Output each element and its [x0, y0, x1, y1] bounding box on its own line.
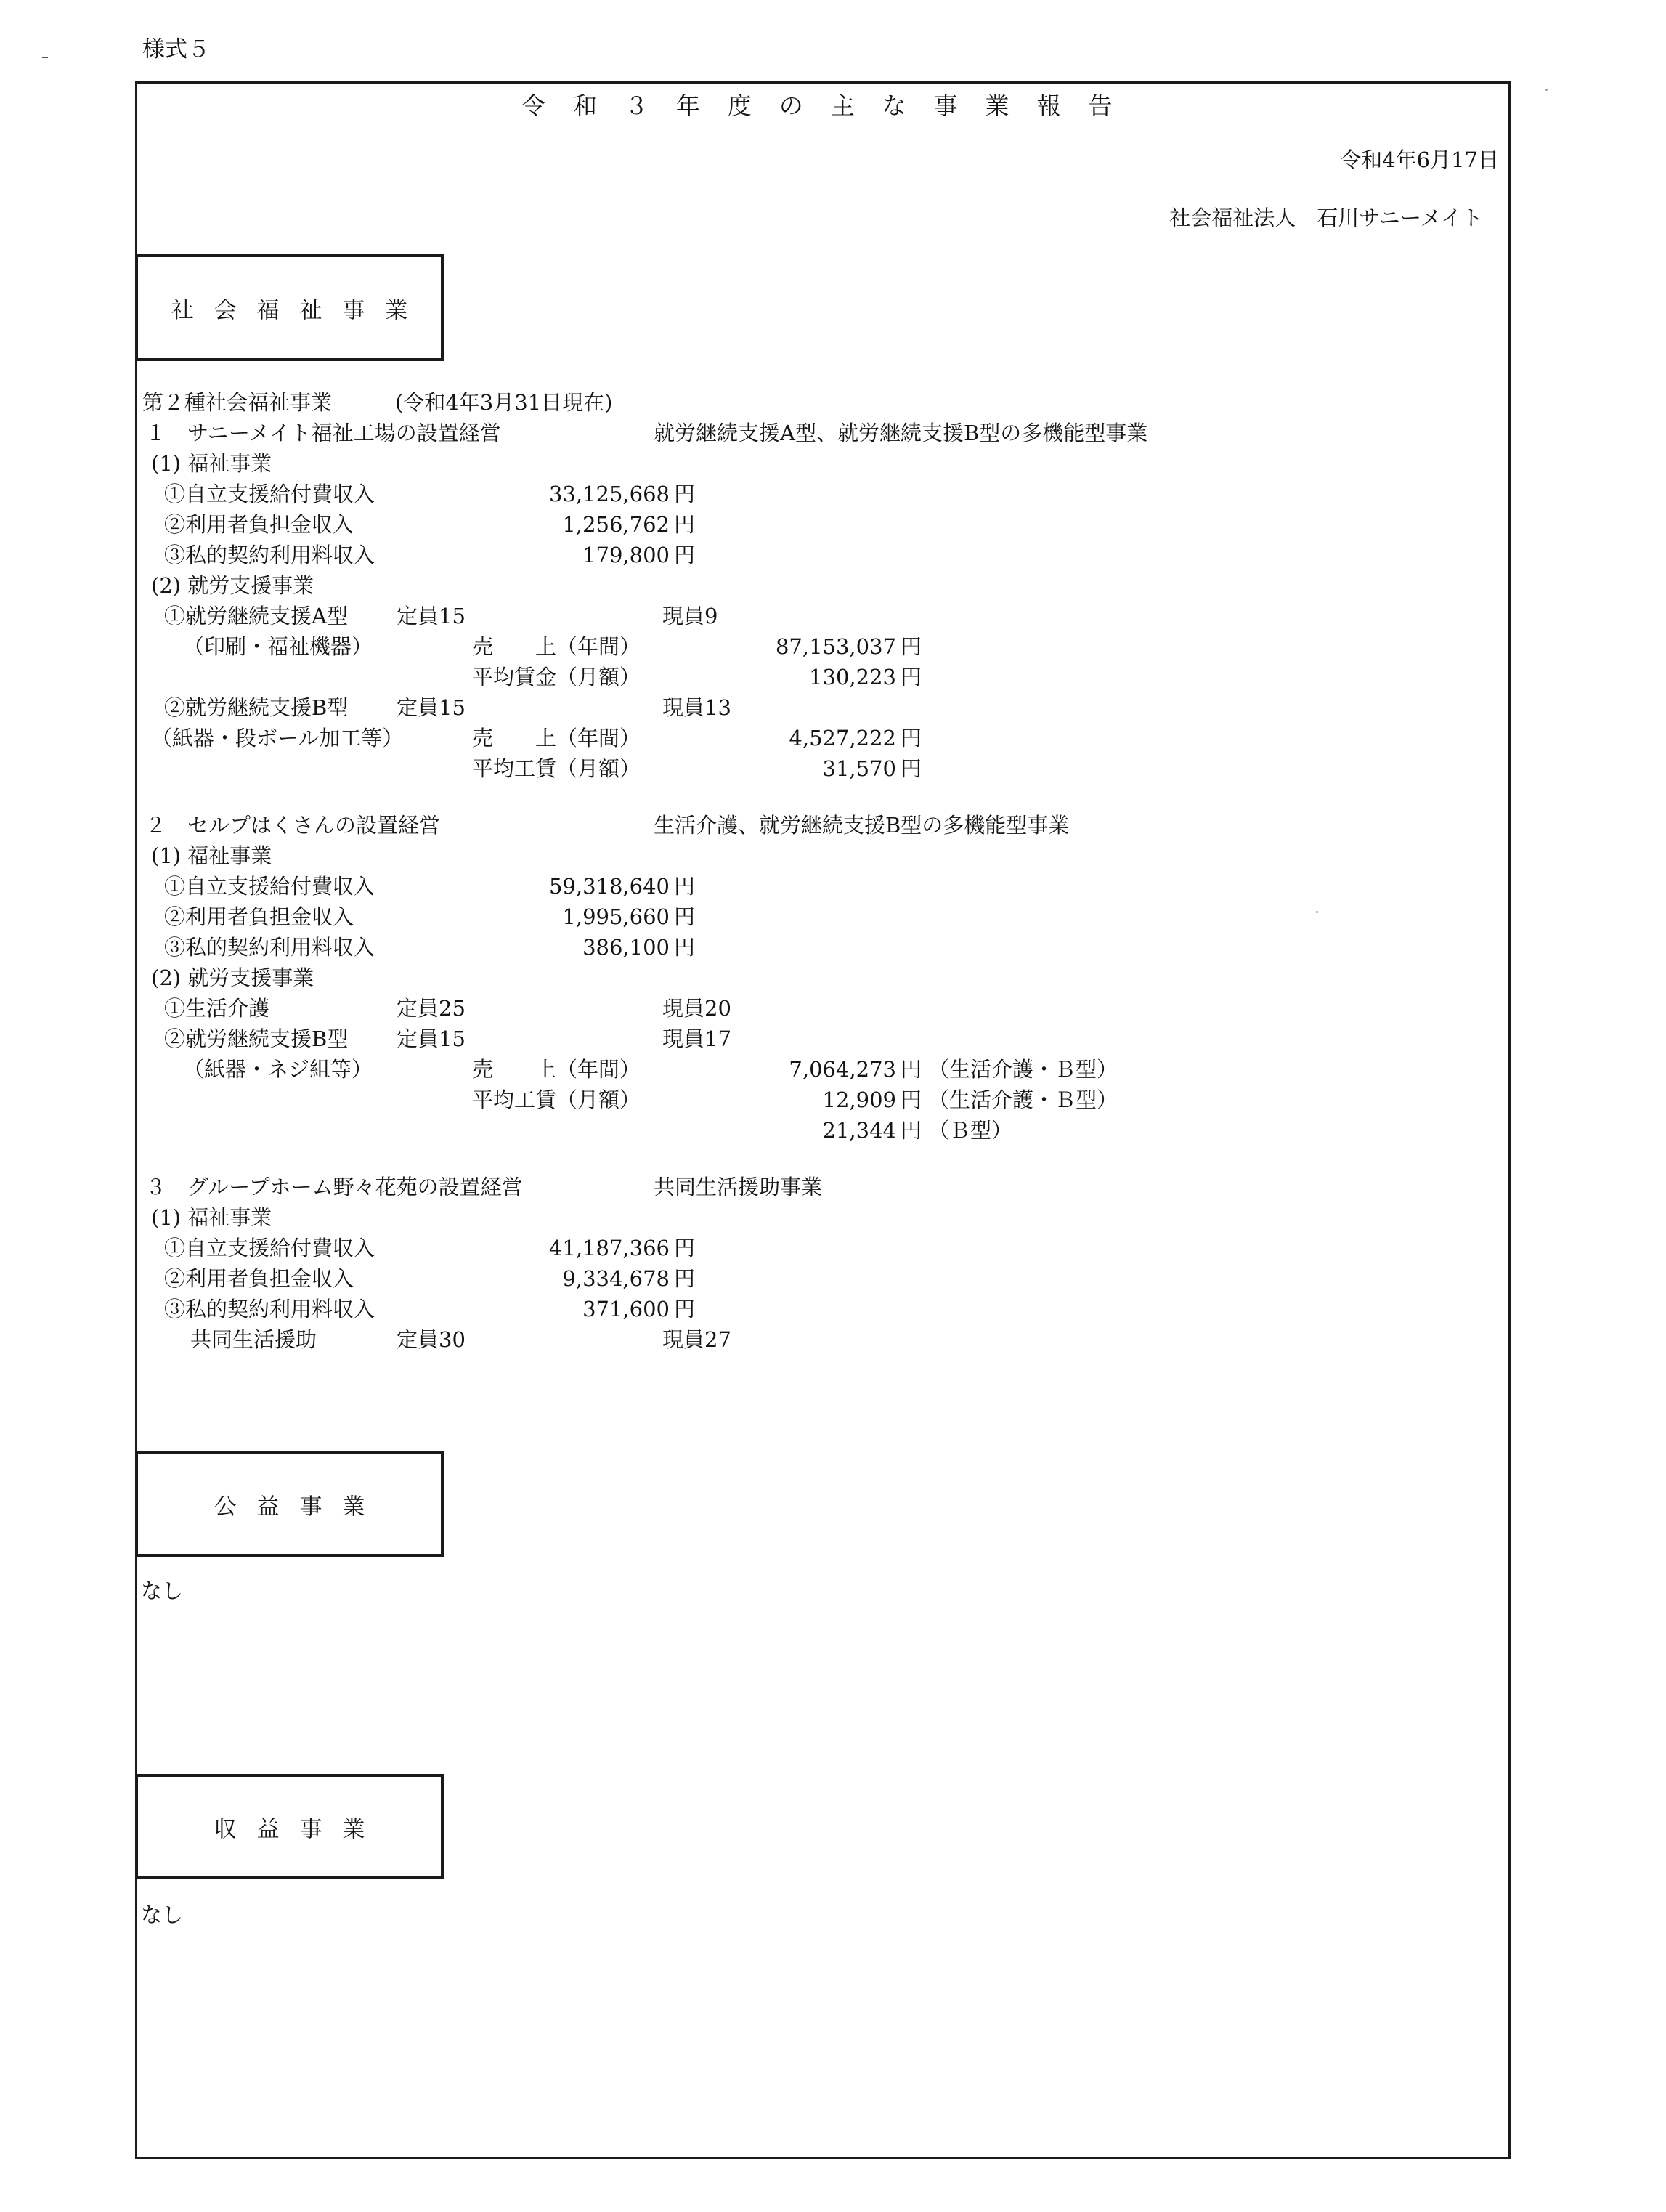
- section-title-public-benefit: 公益事業: [214, 1494, 386, 1520]
- facility2-sales: 7,064,273: [789, 1057, 896, 1082]
- facility2-type: 生活介護、就労継続支援B型の多機能型事業: [654, 813, 1070, 838]
- facility2-income-label-1: ①自立支援給付費収入: [164, 874, 375, 899]
- facility3-income-label-2: ②利用者負担金収入: [164, 1266, 354, 1291]
- facility1-b-type-label: ②就労継続支援B型: [164, 695, 349, 720]
- facility2-income-label-3: ③私的契約利用料収入: [164, 935, 375, 960]
- facility3-income-unit-3: 円: [674, 1297, 696, 1321]
- facility2-b-capacity: 定員15: [397, 1026, 466, 1051]
- facility2-sales-label: 売 上（年間）: [472, 1057, 641, 1082]
- facility2-wage-1: 12,909: [822, 1087, 896, 1112]
- facility3-income-label-3: ③私的契約利用料収入: [164, 1297, 375, 1321]
- facility2-income-label-2: ②利用者負担金収入: [164, 904, 354, 929]
- facility1-a-wage-unit: 円: [901, 665, 922, 689]
- facility2-wage-2-unit: 円: [901, 1118, 922, 1143]
- facility2-wage-1-note: （生活介護・Ｂ型）: [928, 1087, 1118, 1112]
- facility2-sales-unit: 円: [901, 1057, 922, 1082]
- facility2-wage-label: 平均工賃（月額）: [472, 1087, 641, 1112]
- section-box-public-benefit: [135, 1451, 444, 1557]
- facility1-heading: １ サニーメイト福祉工場の設置経営: [145, 421, 501, 445]
- facility2-heading: ２ セルプはくさんの設置経営: [145, 813, 441, 838]
- facility3-service-capacity: 定員30: [397, 1327, 466, 1352]
- facility2-care-capacity: 定員25: [397, 996, 466, 1021]
- facility2-income-value-2: 1,995,660: [562, 904, 670, 929]
- report-date: 令和4年6月17日: [1340, 147, 1499, 172]
- form-label: 様式５: [142, 36, 210, 62]
- facility3-welfare-heading: (1) 福祉事業: [151, 1205, 272, 1230]
- facility1-a-sales-unit: 円: [901, 634, 922, 659]
- facility1-a-capacity: 定員15: [397, 604, 466, 628]
- facility1-income-value-3: 179,800: [582, 543, 670, 567]
- facility3-income-label-1: ①自立支援給付費収入: [164, 1236, 375, 1260]
- facility1-welfare-heading: (1) 福祉事業: [151, 451, 272, 476]
- organization-name: 社会福祉法人 石川サニーメイト: [1169, 206, 1483, 230]
- facility2-work-heading: (2) 就労支援事業: [151, 965, 314, 990]
- facility1-b-current: 現員13: [662, 695, 731, 720]
- facility1-b-sales-label: 売 上（年間）: [472, 726, 641, 750]
- scan-speck: [1316, 911, 1318, 913]
- facility3-service-label: 共同生活援助: [190, 1327, 317, 1352]
- scan-speck: [1545, 89, 1548, 91]
- public-benefit-none: なし: [141, 1579, 184, 1603]
- facility2-welfare-heading: (1) 福祉事業: [151, 843, 272, 868]
- section-box-social-welfare: [135, 254, 444, 361]
- section-title-profit: 収益事業: [214, 1816, 386, 1842]
- facility1-b-wage-unit: 円: [901, 756, 922, 781]
- facility3-type: 共同生活援助事業: [654, 1175, 823, 1199]
- facility1-a-sales-label: 売 上（年間）: [472, 634, 641, 659]
- facility1-b-wage: 31,570: [822, 756, 896, 781]
- facility1-income-label-3: ③私的契約利用料収入: [164, 543, 375, 567]
- facility1-type: 就労継続支援A型、就労継続支援B型の多機能型事業: [654, 421, 1148, 445]
- facility3-income-value-3: 371,600: [582, 1297, 670, 1321]
- facility3-heading: ３ グループホーム野々花苑の設置経営: [145, 1175, 523, 1199]
- facility2-care-label: ①生活介護: [164, 996, 270, 1021]
- facility2-wage-2-note: （Ｂ型）: [928, 1118, 1013, 1143]
- facility1-b-capacity: 定員15: [397, 695, 466, 720]
- facility1-income-value-2: 1,256,762: [562, 512, 670, 537]
- facility2-income-value-1: 59,318,640: [548, 874, 670, 899]
- facility1-income-unit-3: 円: [674, 543, 696, 567]
- facility2-care-current: 現員20: [662, 996, 731, 1021]
- section-box-profit: [135, 1774, 444, 1879]
- facility2-wage-2: 21,344: [822, 1118, 896, 1143]
- facility1-b-wage-label: 平均工賃（月額）: [472, 756, 641, 781]
- facility1-a-wage-label: 平均賃金（月額）: [472, 665, 641, 689]
- page-title: 令和３年度の主な事業報告: [521, 92, 1140, 120]
- facility2-sales-note: （生活介護・Ｂ型）: [928, 1057, 1118, 1082]
- facility3-income-unit-2: 円: [674, 1266, 696, 1291]
- facility2-wage-1-unit: 円: [901, 1087, 922, 1112]
- profit-none: なし: [141, 1903, 184, 1927]
- facility1-work-heading: (2) 就労支援事業: [151, 573, 314, 598]
- facility2-b-type-label: ②就労継続支援B型: [164, 1026, 349, 1051]
- facility1-a-type-label: ①就労継続支援A型: [164, 604, 348, 628]
- category-line: 第２種社会福祉事業 (令和4年3月31日現在): [142, 390, 613, 415]
- scan-mark: [42, 57, 48, 58]
- facility1-b-sales: 4,527,222: [789, 726, 896, 750]
- facility1-income-unit-2: 円: [674, 512, 696, 537]
- facility3-income-value-2: 9,334,678: [562, 1266, 670, 1291]
- facility3-service-current: 現員27: [662, 1327, 731, 1352]
- facility2-b-sub: （紙器・ネジ組等）: [183, 1057, 373, 1082]
- facility3-income-unit-1: 円: [674, 1236, 696, 1260]
- facility1-a-wage: 130,223: [809, 665, 896, 689]
- facility2-income-unit-1: 円: [674, 874, 696, 899]
- facility1-a-sub: （印刷・福祉機器）: [183, 634, 373, 659]
- facility1-a-current: 現員9: [662, 604, 718, 628]
- facility1-income-label-1: ①自立支援給付費収入: [164, 482, 375, 506]
- facility1-income-label-2: ②利用者負担金収入: [164, 512, 354, 537]
- facility2-income-value-3: 386,100: [582, 935, 670, 960]
- facility2-income-unit-2: 円: [674, 904, 696, 929]
- facility1-a-sales: 87,153,037: [775, 634, 896, 659]
- facility2-b-current: 現員17: [662, 1026, 731, 1051]
- facility1-income-value-1: 33,125,668: [548, 482, 670, 506]
- facility1-b-sales-unit: 円: [901, 726, 922, 750]
- facility1-b-sub: （紙器・段ボール加工等）: [151, 726, 404, 750]
- facility1-income-unit-1: 円: [674, 482, 696, 506]
- facility3-income-value-1: 41,187,366: [548, 1236, 670, 1260]
- facility2-income-unit-3: 円: [674, 935, 696, 960]
- section-title-social-welfare: 社会福祉事業: [171, 297, 428, 323]
